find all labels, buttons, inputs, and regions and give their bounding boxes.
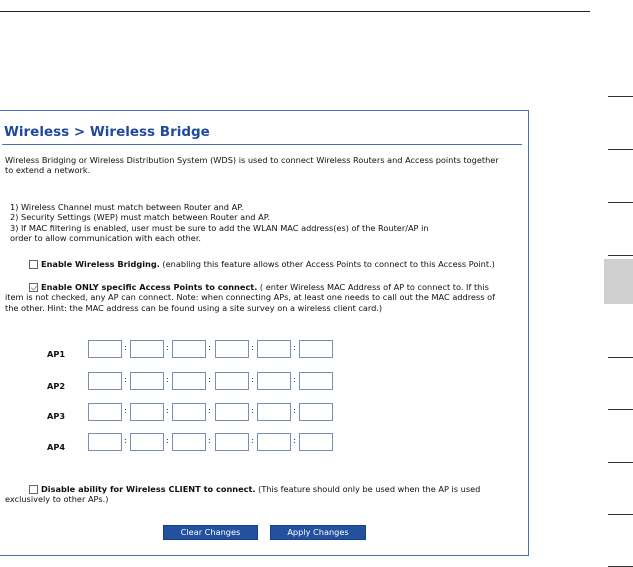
enable-bridging-desc: (enabling this feature allows other Access Points to connect to this Access Point.) <box>159 259 495 269</box>
intro-text: Wireless Bridging or Wireless Distribution System (WDS) is used to connect Wireless Routers and Access points together to extend a network. <box>5 155 499 176</box>
ap1-label: AP1 <box>47 349 66 359</box>
page-title: Wireless > Wireless Bridge <box>4 124 210 140</box>
mac-separator: : <box>251 375 254 384</box>
mac-separator: : <box>293 375 296 384</box>
ap3-label: AP3 <box>47 411 66 421</box>
mac-octet-input[interactable] <box>130 340 164 358</box>
mac-separator: : <box>166 406 169 415</box>
disable-client-desc: (This feature should only be used when the AP is used exclusively to other APs.) <box>5 484 481 505</box>
mac-octet-input[interactable] <box>130 403 164 421</box>
disable-client-label: Disable ability for Wireless CLIENT to connect. <box>41 484 256 494</box>
mac-octet-input[interactable] <box>130 433 164 451</box>
side-rule <box>608 96 633 97</box>
mac-separator: : <box>208 436 211 445</box>
ap4-label: AP4 <box>47 442 66 452</box>
mac-separator: : <box>124 375 127 384</box>
side-rule <box>608 514 633 515</box>
mac-separator: : <box>208 375 211 384</box>
mac-octet-input[interactable] <box>88 340 122 358</box>
mac-octet-input[interactable] <box>299 433 333 451</box>
mac-octet-input[interactable] <box>257 403 291 421</box>
mac-octet-input[interactable] <box>215 403 249 421</box>
mac-separator: : <box>251 343 254 352</box>
mac-octet-input[interactable] <box>88 433 122 451</box>
side-rule <box>608 357 633 358</box>
enable-bridging-label: Enable Wireless Bridging. <box>41 259 160 269</box>
side-rule <box>608 149 633 150</box>
mac-octet-input[interactable] <box>215 433 249 451</box>
apply-changes-button[interactable]: Apply Changes <box>270 525 366 540</box>
mac-separator: : <box>293 406 296 415</box>
specific-aps-desc: ( enter Wireless MAC Address of AP to connect to. If this item is not checked, any AP can connect. Note: when connecting APs, at least one needs to call out the MAC address of the other. Hint: the MAC address can be found using a site survey on a wireless client card.) <box>5 282 495 313</box>
mac-octet-input[interactable] <box>215 372 249 390</box>
side-section-tab-active <box>604 259 633 304</box>
requirement-item: 1) Wireless Channel must match between Router and AP. <box>10 202 244 212</box>
clear-changes-button[interactable]: Clear Changes <box>163 525 258 540</box>
side-rule <box>608 202 633 203</box>
specific-aps-label: Enable ONLY specific Access Points to connect. <box>41 282 258 292</box>
side-rule <box>608 462 633 463</box>
mac-separator: : <box>166 375 169 384</box>
mac-separator: : <box>251 406 254 415</box>
mac-octet-input[interactable] <box>299 403 333 421</box>
mac-separator: : <box>166 436 169 445</box>
mac-separator: : <box>208 406 211 415</box>
mac-octet-input[interactable] <box>172 433 206 451</box>
requirement-item: 2) Security Settings (WEP) must match between Router and AP. <box>10 212 270 223</box>
mac-octet-input[interactable] <box>172 372 206 390</box>
mac-octet-input[interactable] <box>257 340 291 358</box>
side-rule <box>608 409 633 410</box>
mac-separator: : <box>124 436 127 445</box>
requirement-item: 3) If MAC filtering is enabled, user must be sure to add the WLAN MAC address(es) of the Router/AP in <box>10 222 429 233</box>
specific-aps-text <box>5 282 495 313</box>
mac-separator: : <box>124 343 127 352</box>
mac-separator: : <box>124 406 127 415</box>
mac-octet-input[interactable] <box>172 340 206 358</box>
disable-client-text <box>5 484 495 505</box>
side-rule <box>608 255 633 256</box>
ap2-label: AP2 <box>47 381 66 391</box>
mac-octet-input[interactable] <box>130 372 164 390</box>
mac-octet-input[interactable] <box>88 372 122 390</box>
mac-octet-input[interactable] <box>88 403 122 421</box>
requirements-list <box>10 202 510 244</box>
mac-octet-input[interactable] <box>172 403 206 421</box>
mac-octet-input[interactable] <box>299 340 333 358</box>
enable-bridging-text <box>29 259 501 269</box>
mac-octet-input[interactable] <box>257 372 291 390</box>
mac-octet-input[interactable] <box>215 340 249 358</box>
mac-separator: : <box>293 343 296 352</box>
wireless-bridge-panel <box>0 110 529 556</box>
mac-octet-input[interactable] <box>257 433 291 451</box>
mac-separator: : <box>166 343 169 352</box>
requirement-item: order to allow communication with each other. <box>10 233 202 244</box>
mac-separator: : <box>293 436 296 445</box>
mac-separator: : <box>208 343 211 352</box>
mac-octet-input[interactable] <box>299 372 333 390</box>
mac-separator: : <box>251 436 254 445</box>
top-rule <box>0 11 590 12</box>
title-divider <box>2 144 522 145</box>
